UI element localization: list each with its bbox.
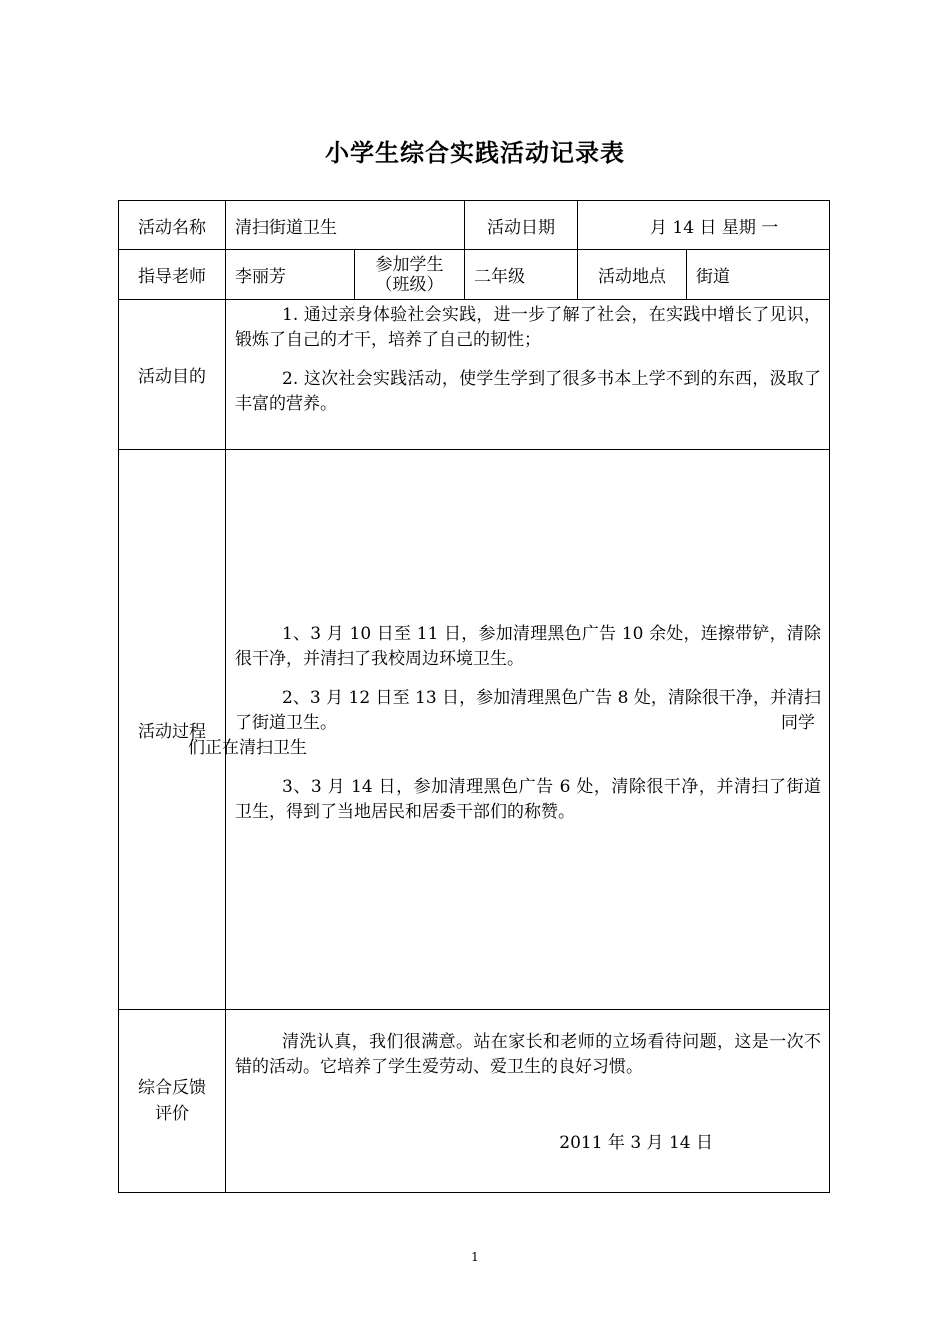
feedback-date: 2011 年 3 月 14 日 (559, 1133, 713, 1153)
feedback-cell (226, 1010, 830, 1193)
activity-date-label: 活动日期 (465, 201, 578, 250)
students-label (355, 250, 465, 300)
feedback-text: 清洗认真，我们很满意。站在家长和老师的立场看待问题，这是一次不错的活动。它培养了学生爱劳动、爱卫生的良好习惯。 (235, 1032, 821, 1077)
location-value: 街道 (687, 250, 830, 300)
activity-name-value: 清扫街道卫生 (226, 201, 465, 250)
process-paragraph-3: 3、3 月 14 日，参加清理黑色广告 6 处，清除很干净，并清扫了街道卫生，得到了当地居民和居委干部们的称赞。 (235, 777, 821, 822)
activity-record-table (118, 200, 830, 1193)
page-number: 1 (471, 1250, 479, 1264)
activity-name-label: 活动名称 (119, 201, 226, 250)
teacher-value: 李丽芳 (226, 250, 355, 300)
teacher-label: 指导老师 (119, 250, 226, 300)
table-row (119, 1010, 830, 1193)
activity-date-value: 月 14 日 星期 一 (578, 201, 830, 250)
process-paragraph-1: 1、3 月 10 日至 11 日，参加清理黑色广告 10 余处，连擦带铲，清除很干净，并清扫了我校周边环境卫生。 (235, 624, 821, 669)
students-label-line1: 参加学生 (375, 254, 444, 275)
page-title: 小学生综合实践活动记录表 (325, 138, 625, 167)
photo-caption-end: 们正在清扫卫生 (188, 738, 307, 758)
process-paragraph-2-text: 2、3 月 12 日至 13 日，参加清理黑色广告 8 处，清除很干净，并清扫了街道卫生。 (235, 688, 821, 733)
feedback-label-line1: 综合反馈 (138, 1078, 206, 1098)
photo-caption-start: 同学 (781, 713, 815, 733)
table-row (119, 300, 830, 450)
table-row (119, 201, 830, 250)
students-label-line2: （班级） (375, 274, 444, 295)
purpose-paragraph-1: 1. 通过亲身体验社会实践，进一步了解了社会，在实践中增长了见识，锻炼了自己的才干，培养了自己的韧性； (235, 305, 821, 350)
process-paragraph-2 (188, 686, 821, 761)
location-label: 活动地点 (578, 250, 687, 300)
feedback-label (119, 1010, 226, 1193)
table-row (119, 450, 830, 1010)
process-label: 活动过程 (119, 450, 226, 1010)
purpose-label: 活动目的 (119, 300, 226, 450)
purpose-paragraph-2: 2. 这次社会实践活动，使学生学到了很多书本上学不到的东西，汲取了丰富的营养。 (235, 369, 821, 414)
purpose-cell (226, 300, 830, 450)
feedback-label-line2: 评价 (155, 1104, 189, 1124)
table-row (119, 250, 830, 300)
process-cell (188, 450, 830, 1010)
students-value: 二年级 (465, 250, 578, 300)
